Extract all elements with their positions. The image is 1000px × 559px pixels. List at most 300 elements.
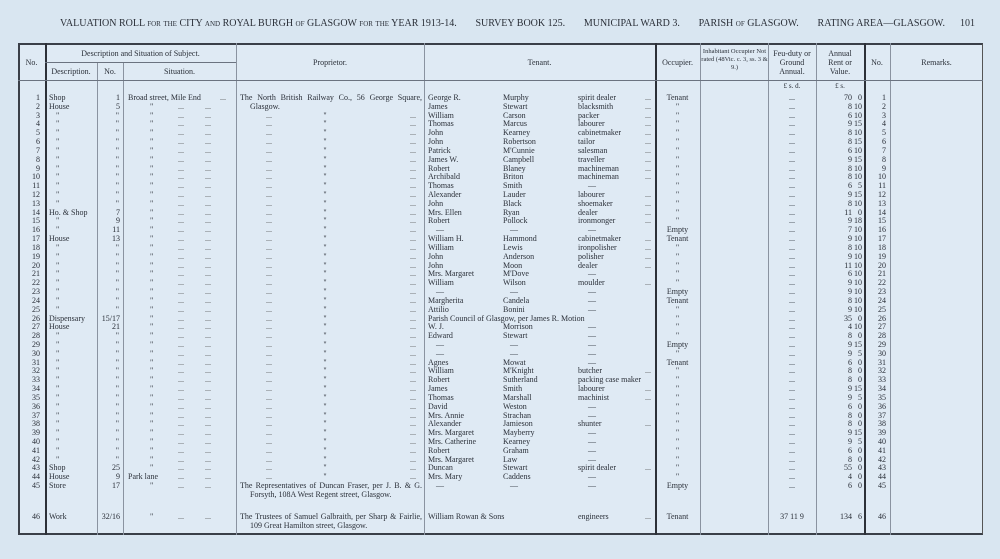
tenant-surname: Carson [503,110,526,120]
occupier: Empty [666,287,689,297]
leader-dots: ... [645,145,651,155]
leader-dots: ... [410,419,416,429]
description: " [56,269,60,279]
leader-dots: ... [266,366,272,376]
subject-number: " [115,128,119,138]
rent-shillings: 10 [854,163,862,173]
tenant-occupation: — [588,428,596,438]
row-number-2: 31 [878,357,886,367]
tenant-first-name: Attilio [428,304,449,314]
table-row [0,208,1000,217]
row-number: 23 [32,287,40,297]
table-row [0,137,1000,146]
tenant-occupation: dealer [578,207,598,217]
leader-dots: ... [645,216,651,226]
subject-number: " [115,163,119,173]
header-description-group: Description and Situation of Subject. [81,49,200,58]
description: " [56,428,60,438]
description: " [56,181,60,191]
tenant-surname: Mayberry [503,428,535,438]
situation: " [150,163,154,173]
tenant-surname: — [510,287,518,297]
leader-dots: ... [178,428,184,438]
subject-number: " [115,190,119,200]
leader-dots: ... [410,357,416,367]
feu-duty: ... [789,216,795,226]
table-row [0,472,1000,481]
situation: " [150,401,154,411]
table-row [0,331,1000,340]
occupier: " [675,401,680,411]
subject-number: 13 [112,234,120,244]
feu-duty: ... [789,190,795,200]
description: " [56,278,60,288]
occupier: Tenant [666,357,689,367]
tenant-surname: M'Knight [503,366,534,376]
tenant-first-name: William [428,242,454,252]
tenant-surname: Law [503,454,518,464]
situation: " [150,110,154,120]
subject-number: " [115,251,119,261]
leader-dots: ... [410,375,416,385]
leader-dots: ... [645,119,651,129]
occupier: Tenant [666,295,689,305]
table-row [0,322,1000,331]
occupier: Tenant [666,93,689,102]
leader-dots: ... [178,128,184,138]
tenant-occupation: — [588,481,596,491]
tenant-occupation: machineman [578,172,619,182]
occupier: Tenant [666,234,689,244]
description: " [56,295,60,305]
occupier: " [675,463,680,473]
rent-pounds: 6 [848,445,852,455]
leader-dots: ... [645,207,651,217]
tenant-occupation: ironpolisher [578,242,617,252]
occupier: Empty [666,481,689,491]
leader-dots: ... [645,260,651,270]
page-number: 101 [960,18,975,29]
occupier: Empty [666,225,689,235]
proprietor: " [323,322,327,332]
rent-pounds: 9 [848,304,852,314]
leader-dots: ... [410,348,416,358]
tenant-surname: Murphy [503,93,529,102]
tenant-occupation: machineman [578,163,619,173]
rent-shillings: 0 [858,366,862,376]
leader-dots: ... [266,445,272,455]
proprietor: " [323,181,327,191]
row-number-2: 41 [878,445,886,455]
tenant-surname: Stewart [503,101,528,111]
row-number: 37 [32,410,40,420]
leader-dots: ... [410,119,416,129]
tenant-occupation: salesman [578,145,608,155]
tenant-first-name: William Rowan & Sons [428,512,505,521]
leader-dots: ... [266,225,272,235]
leader-dots: ... [266,181,272,191]
description: " [56,287,60,297]
tenant-surname: — [510,481,518,491]
table-row [0,128,1000,137]
description: " [56,366,60,376]
leader-dots: ... [410,190,416,200]
rent-shillings: 18 [854,216,862,226]
leader-dots: ... [205,137,211,147]
header-no: No. [25,58,38,67]
description: House [49,322,70,332]
leader-dots: ... [645,366,651,376]
leader-dots: ... [645,384,651,394]
table-row [0,455,1000,464]
tenant-surname: Candela [503,295,530,305]
proprietor: " [323,172,327,182]
tenant-occupation: — [588,472,596,482]
rent-pounds: 6 [848,145,852,155]
occupier: " [675,313,680,323]
occupier: " [675,101,680,111]
tenant-occupation: packing case maker [578,375,642,385]
tenant-occupation: labourer [578,190,605,200]
leader-dots: ... [178,322,184,332]
tenant-first-name: Thomas [428,392,454,402]
rent-pounds: 8 [848,137,852,147]
rent-shillings: 5 [858,181,862,191]
description: " [56,242,60,252]
rent-shillings: 10 [854,278,862,288]
tenant-occupation: — [588,445,596,455]
leader-dots: ... [410,198,416,208]
leader-dots: ... [410,436,416,446]
proprietor: " [323,251,327,261]
description: " [56,172,60,182]
rent-pounds: 8 [848,331,852,341]
feu-duty: ... [789,269,795,279]
rent-shillings: 10 [854,225,862,235]
feu-duty: ... [789,463,795,473]
proprietor: " [323,110,327,120]
feu-duty: ... [789,154,795,164]
feu-duty: ... [789,163,795,173]
leader-dots: ... [205,287,211,297]
description: " [56,260,60,270]
rent-pounds: 35 [844,313,852,323]
leader-dots: ... [266,207,272,217]
rent-shillings: 10 [854,172,862,182]
feu-duty: ... [789,366,795,376]
row-number: 39 [32,428,40,438]
situation: " [150,339,154,349]
leader-dots: ... [410,472,416,482]
proprietor: " [323,128,327,138]
description: Work [49,512,67,521]
row-number: 24 [32,295,40,305]
tenant-occupation: blacksmith [578,101,614,111]
row-number-2: 18 [878,242,886,252]
occupier: " [675,419,680,429]
situation: " [150,384,154,394]
row-number: 20 [32,260,40,270]
divider [45,62,236,63]
proprietor: " [323,401,327,411]
row-number: 22 [32,278,40,288]
table-row [0,172,1000,181]
tenant-surname: Campbell [503,154,535,164]
rent-pounds: 9 [848,436,852,446]
rent-shillings: 10 [854,295,862,305]
proprietor: " [323,366,327,376]
occupier: " [675,207,680,217]
rent-pounds: 9 [848,392,852,402]
occupier: " [675,428,680,438]
leader-dots: ... [205,454,211,464]
rent-pounds: 8 [848,101,852,111]
leader-dots: ... [645,198,651,208]
rent-pounds: 7 [848,225,852,235]
leader-dots: ... [205,242,211,252]
proprietor: " [323,269,327,279]
table-row [0,181,1000,190]
leader-dots: ... [410,454,416,464]
proprietor: " [323,190,327,200]
tenant-surname: Anderson [503,251,535,261]
description: " [56,339,60,349]
leader-dots: ... [178,145,184,155]
row-number: 1 [36,93,40,102]
table-row [0,305,1000,314]
proprietor: " [323,348,327,358]
rent-shillings: 0 [858,357,862,367]
occupier: " [675,269,680,279]
header-situation: Situation. [164,67,195,76]
leader-dots: ... [205,154,211,164]
row-number-2: 9 [882,163,886,173]
leader-dots: ... [178,481,184,491]
situation: " [150,154,154,164]
tenant-occupation: engineers [578,512,609,521]
description: " [56,225,60,235]
leader-dots: ... [178,295,184,305]
tenant-occupation: machinist [578,392,610,402]
row-number-2: 5 [882,128,886,138]
rent-pounds: 8 [848,163,852,173]
leader-dots: ... [645,137,651,147]
occupier: " [675,145,680,155]
divider [18,80,983,81]
row-number: 46 [32,512,40,521]
situation: " [150,463,154,473]
row-number-2: 15 [878,216,886,226]
leader-dots: ... [178,472,184,482]
row-number: 8 [36,154,40,164]
tenant-first-name: Alexander [428,419,462,429]
proprietor: " [323,331,327,341]
rent-shillings: 0 [858,410,862,420]
leader-dots: ... [178,225,184,235]
tenant-first-name: John [428,128,444,138]
situation: " [150,207,154,217]
tenant-surname: M'Cunnie [503,145,535,155]
subject-number: 7 [116,207,120,217]
row-number: 11 [32,181,40,191]
row-number: 28 [32,331,40,341]
leader-dots: ... [645,234,651,244]
situation: " [150,313,154,323]
description: " [56,137,60,147]
rent-shillings: 10 [854,322,862,332]
table-row [0,463,1000,472]
leader-dots: ... [645,242,651,252]
tenant-occupation: dealer [578,260,598,270]
tenant-occupation: polisher [578,251,604,261]
occupier: Tenant [666,512,689,521]
table-row [0,340,1000,349]
tenant-first-name: — [436,225,444,235]
rent-shillings: 10 [854,242,862,252]
subject-number: " [115,454,119,464]
leader-dots: ... [645,172,651,182]
rent-pounds: 8 [848,172,852,182]
description: " [56,436,60,446]
tenant-first-name: Parish Council of Glasgow, per James R. Motion [428,313,585,323]
proprietor: " [323,410,327,420]
tenant-surname: Mowat [503,357,526,367]
row-number: 2 [36,101,40,111]
situation: " [150,251,154,261]
situation: " [150,410,154,420]
description: " [56,331,60,341]
tenant-first-name: Alexander [428,190,462,200]
leader-dots: ... [178,384,184,394]
leader-dots: ... [410,428,416,438]
leader-dots: ... [178,269,184,279]
description: House [49,472,70,482]
leader-dots: ... [205,322,211,332]
subject-number: " [115,269,119,279]
leader-dots: ... [205,401,211,411]
row-number-2: 44 [878,472,886,482]
tenant-occupation: — [588,225,596,235]
rent-pounds: 9 [848,190,852,200]
rent-pounds: 70 [844,93,852,102]
proprietor: " [323,260,327,270]
proprietor: The North British Railway Co., 56 George Square, Glasgow. [240,93,422,111]
leader-dots: ... [645,154,651,164]
row-number-2: 30 [878,348,886,358]
tenant-surname: M'Dove [503,269,529,279]
leader-dots: ... [178,119,184,129]
situation: " [150,269,154,279]
feu-duty: ... [789,110,795,120]
row-number: 27 [32,322,40,332]
description: " [56,357,60,367]
leader-dots: ... [410,287,416,297]
description: " [56,384,60,394]
leader-dots: ... [645,128,651,138]
leader-dots: ... [645,392,651,402]
leader-dots: ... [205,110,211,120]
feu-duty: ... [789,454,795,464]
description: " [56,145,60,155]
leader-dots: ... [410,128,416,138]
situation: " [150,242,154,252]
leader-dots: ... [178,154,184,164]
occupier: " [675,163,680,173]
leader-dots: ... [266,190,272,200]
occupier: " [675,392,680,402]
leader-dots: ... [645,463,651,473]
leader-dots: ... [178,410,184,420]
subject-number: " [115,375,119,385]
leader-dots: ... [410,163,416,173]
description: " [56,375,60,385]
leader-dots: ... [205,234,211,244]
row-number: 26 [32,313,40,323]
subject-number: " [115,384,119,394]
leader-dots: ... [178,313,184,323]
leader-dots: ... [205,357,211,367]
feu-duty: ... [789,260,795,270]
proprietor: " [323,463,327,473]
description: " [56,163,60,173]
table-row [0,278,1000,287]
leader-dots: ... [410,295,416,305]
feu-duty: ... [789,357,795,367]
subject-number: " [115,295,119,305]
leader-dots: ... [266,163,272,173]
feu-duty: ... [789,242,795,252]
leader-dots: ... [266,463,272,473]
proprietor: " [323,454,327,464]
situation: " [150,216,154,226]
rent-pounds: 6 [848,401,852,411]
rent-pounds: 8 [848,454,852,464]
situation: " [150,234,154,244]
tenant-first-name: Robert [428,375,450,385]
description: " [56,198,60,208]
occupier: " [675,384,680,394]
tenant-occupation: shunter [578,419,602,429]
tenant-occupation: cabinetmaker [578,128,622,138]
description: " [56,251,60,261]
rent-pounds: 9 [848,428,852,438]
rent-shillings: 5 [858,348,862,358]
row-number-2: 39 [878,428,886,438]
row-number: 36 [32,401,40,411]
leader-dots: ... [266,428,272,438]
leader-dots: ... [205,119,211,129]
row-number: 25 [32,304,40,314]
table-row [0,384,1000,393]
subject-number: 15/17 [101,313,120,323]
tenant-occupation: tailor [578,137,595,147]
leader-dots: ... [178,278,184,288]
leader-dots: ... [266,172,272,182]
row-number: 42 [32,454,40,464]
feu-duty: ... [789,225,795,235]
table-row [0,225,1000,234]
tenant-surname: Briton [503,172,524,182]
tenant-first-name: — [436,287,444,297]
subject-number: " [115,242,119,252]
row-number: 9 [36,163,40,173]
table-row [0,111,1000,120]
situation: " [150,145,154,155]
feu-duty: ... [789,375,795,385]
leader-dots: ... [645,110,651,120]
leader-dots: ... [266,145,272,155]
rent-shillings: 10 [854,287,862,297]
